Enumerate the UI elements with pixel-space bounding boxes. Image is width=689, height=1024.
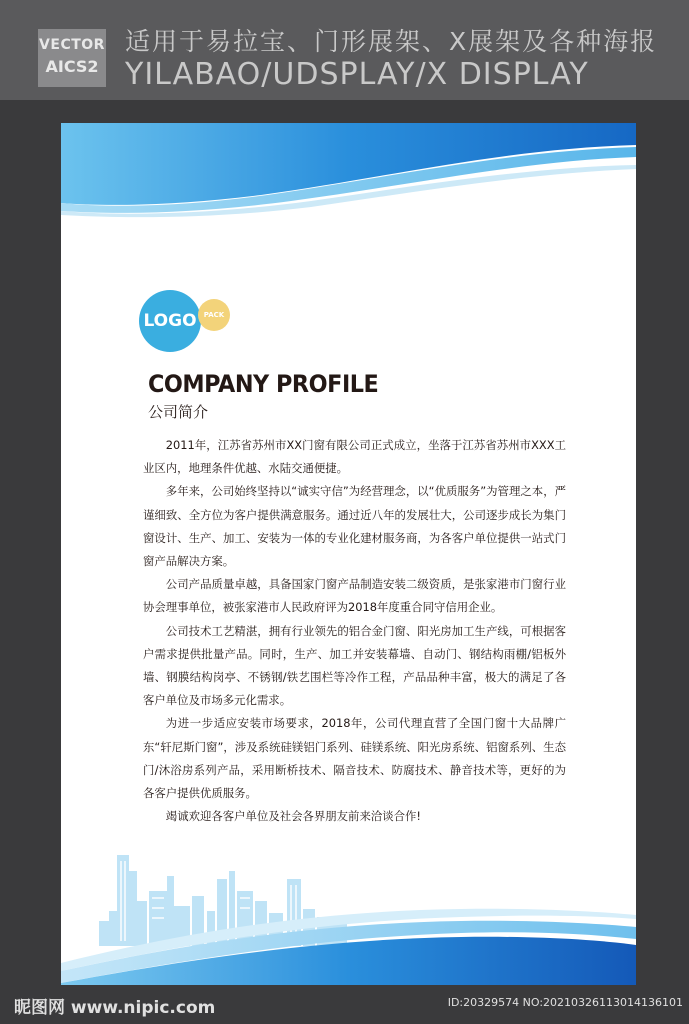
company-profile-subheading: 公司简介 <box>148 403 209 421</box>
badge-line2: AICS2 <box>45 57 99 76</box>
banner-title-en: YILABAO/UDSPLAY/X DISPLAY <box>125 57 589 92</box>
footer-site-watermark: 昵图网 www.nipic.com <box>14 998 216 1018</box>
top-banner <box>0 0 689 100</box>
profile-paragraph: 公司技术工艺精湛，拥有行业领先的铝合金门窗、阳光房加工生产线，可根据客户需求提供批量产品。同时，生产、加工并安装幕墙、自动门、钢结构雨棚/铝板外墙、钢膜结构岗亭、不锈钢/铁艺围栏等冷作工程，产品品种丰富，极大的满足了各客户单位及市场多元化需求。 <box>143 623 566 708</box>
profile-paragraph: 竭诚欢迎各客户单位及社会各界朋友前来洽谈合作! <box>165 809 421 824</box>
top-wave-decoration <box>61 123 636 218</box>
banner-title-cn: 适用于易拉宝、门形展架、X展架及各种海报 <box>125 27 658 56</box>
profile-paragraph: 公司产品质量卓越，具备国家门窗产品制造安装二级资质，是张家港市门窗行业协会理事单位，被张家港市人民政府评为2018年度重合同守信用企业。 <box>143 577 566 615</box>
logo-pack-circle: PACK <box>198 299 230 331</box>
footer-id-text: ID:20329574 NO:20210326113014136101 <box>447 996 683 1009</box>
profile-body <box>143 434 566 828</box>
profile-paragraph: 2011年，江苏省苏州市XX门窗有限公司正式成立，坐落于江苏省苏州市XXX工业区内，地理条件优越、水陆交通便捷。 <box>143 438 566 476</box>
profile-paragraph: 多年来，公司始终坚持以“诚实守信”为经营理念，以“优质服务”为管理之本，严谨细致、全方位为客户提供满意服务。通过近八年的发展壮大，公司逐步成长为集门窗设计、生产、加工、安装为一体的专业化建材服务商，为各客户单位提供一站式门窗产品解决方案。 <box>143 484 566 569</box>
logo-circle: LOGO <box>139 290 201 352</box>
vector-badge <box>38 29 106 87</box>
company-profile-heading: COMPANY PROFILE <box>148 370 379 398</box>
badge-line1: VECTOR <box>39 37 105 53</box>
profile-paragraph: 为进一步适应安装市场要求，2018年，公司代理直营了全国门窗十大品牌广东“轩尼斯门窗”，涉及系统硅镁铝门系列、硅镁系统、阳光房系统、铝窗系列、生态门/沐浴房系列产品，采用断桥技术、隔音技术、防腐技术、静音技术等，更好的为各客户提供优质服务。 <box>143 716 566 801</box>
bottom-wave-decoration <box>61 893 636 985</box>
poster-canvas <box>61 123 636 985</box>
